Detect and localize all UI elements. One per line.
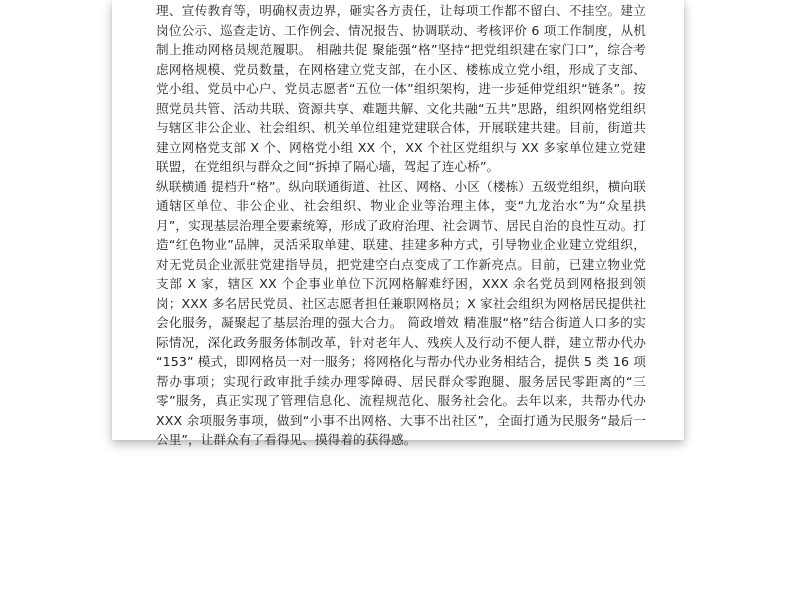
paragraph-1: 理、宣传教育等，明确权责边界，砸实各方责任，让每项工作都不留白、不挂空。建立岗位公示、巡查走访、工作例会、情况报告、协调联动、考核评价 6 项工作制度，从机制上推动网格员规范履职。 相融共促 聚能强“格”坚持“把党组织建在家门口”，综合考虑网格规模、党员数量，在网格建立党支部，在小区、楼栋成立党小组，形成了支部、党小组、党员中心户、党员志愿者“五位一体”组织架构，进一步延伸党组织“链条”。按照党员共管、活动共联、资源共享、难题共解、文化共融“五共”思路，组织网格党组织与辖区非公企业、社会组织、机关单位组建党建联合体，开展联建共建。目前，街道共建立网格党支部 X 个、网格党小组 XX 个，XX 个社区党组织与 XX 多家单位建立党建联盟，在党组织与群众之间“拆掉了隔心墙，驾起了连心桥”。: [156, 3, 646, 174]
document-page: [112, 0, 684, 447]
paragraph-2: 纵联横通 提档升“格”。纵向联通街道、社区、网格、小区（楼栋）五级党组织，横向联通辖区单位、非公企业、社会组织、物业企业等治理主体，变“九龙治水”为“众星拱月”，实现基层治理全要素统筹，形成了政府治理、社会调节、居民自治的良性互动。打造“红色物业”品牌，灵活采取单建、联建、挂建多种方式，引导物业企业建立党组织，对无党员企业派驻党建指导员，把党建空白点变成了工作新亮点。目前，已建立物业党支部 X 家，辖区 XX 个企事业单位下沉网格解难纾困，XXX 余名党员到网格报到领岗；XXX 多名居民党员、社区志愿者担任兼职网格员；X 家社会组织为网格居民提供社会化服务，凝聚起了基层治理的强大合力。 简政增效 精准服“格”结合街道人口多的实际情况，深化政务服务体制改革，针对老年人、残疾人及行动不便人群，建立帮办代办 “153” 模式，即网格员一对一服务；将网格化与帮办代办业务相结合，提供 5 类 16 项帮办事项；实现行政审批手续办理零障碍、居民群众零跑腿、服务居民零距离的“三零”服务，真正实现了管理信息化、流程规范化、服务社会化。去年以来，共帮办代办 XXX 余项服务事项，做到“小事不出网格、大事不出社区”，全面打通为民服务“最后一公里”，让群众有了看得见、摸得着的获得感。: [156, 178, 646, 447]
document-body: [156, 1, 646, 450]
